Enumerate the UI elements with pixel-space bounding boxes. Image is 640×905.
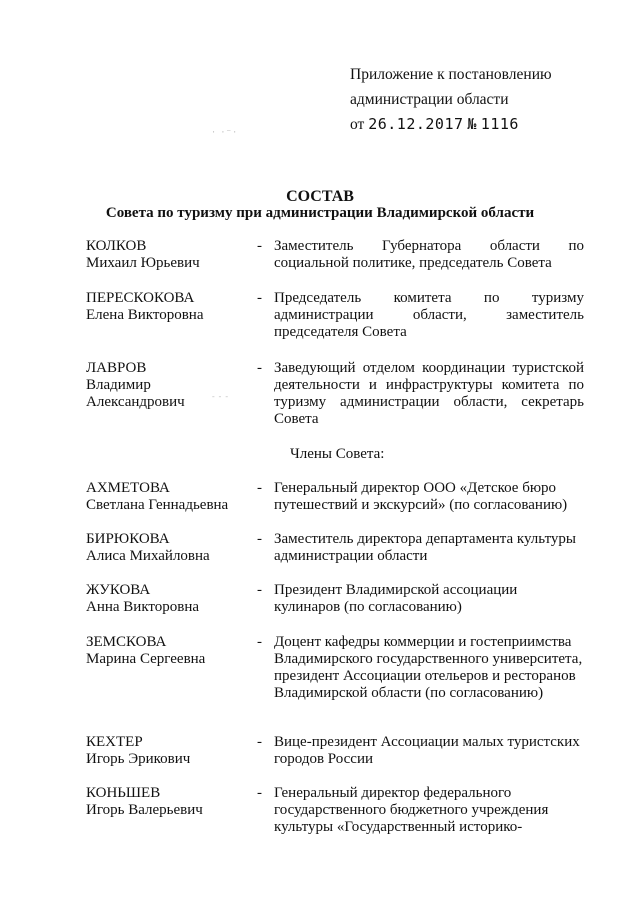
approval-header bbox=[350, 62, 552, 137]
member-given-name: Михаил Юрьевич bbox=[86, 255, 200, 271]
document-subtitle: Совета по туризму при администрации Владимирской области bbox=[105, 205, 535, 221]
dash-separator: - bbox=[257, 290, 262, 306]
member-position: Заведующий отделом координации туристской деятельности и инфраструктуры комитета по туризму администрации области, секретарь Совета bbox=[274, 360, 584, 427]
number-sign: № bbox=[467, 115, 477, 133]
member-surname: БИРЮКОВА bbox=[86, 531, 170, 547]
member-given-name: Алиса Михайловна bbox=[86, 548, 210, 564]
number-value: 1116 bbox=[480, 115, 519, 133]
member-position: Заместитель Губернатора области по социальной политике, председатель Совета bbox=[274, 238, 584, 271]
member-name bbox=[86, 238, 258, 272]
member-given-name: Игорь Эрикович bbox=[86, 751, 191, 767]
member-name bbox=[86, 360, 258, 411]
member-given-name: Марина Сергеевна bbox=[86, 651, 206, 667]
member-position: Генеральный директор федерального государственного бюджетного учреждения культуры «Государственный историко- bbox=[274, 785, 549, 835]
member-surname: ПЕРЕСКОКОВА bbox=[86, 290, 195, 306]
header-date-line bbox=[350, 112, 552, 137]
member-surname: ЛАВРОВ bbox=[86, 360, 147, 376]
members-heading: Члены Совета: bbox=[290, 446, 385, 462]
member-given-name: Владимир bbox=[86, 377, 151, 393]
date-value: 26.12.2017 bbox=[368, 115, 464, 133]
member-given-name: Светлана Геннадьевна bbox=[86, 497, 229, 513]
date-prefix: от bbox=[350, 116, 365, 133]
dash-separator: - bbox=[257, 531, 262, 547]
member-given-name: Игорь Валерьевич bbox=[86, 802, 203, 818]
dash-separator: - bbox=[257, 582, 262, 598]
dash-separator: - bbox=[257, 634, 262, 650]
scan-speck: - - - bbox=[212, 392, 229, 401]
document-title: СОСТАВ bbox=[286, 188, 354, 205]
member-name bbox=[86, 480, 258, 514]
member-surname: ЖУКОВА bbox=[86, 582, 151, 598]
member-position: Президент Владимирской ассоциации кулинаров (по согласованию) bbox=[274, 582, 518, 615]
member-given-name: Александрович bbox=[86, 394, 185, 410]
member-surname: ЗЕМСКОВА bbox=[86, 634, 167, 650]
member-surname: КЕХТЕР bbox=[86, 734, 143, 750]
member-surname: АХМЕТОВА bbox=[86, 480, 170, 496]
header-line-1: Приложение к постановлению bbox=[350, 66, 552, 83]
dash-separator: - bbox=[257, 360, 262, 376]
scan-speck: ⋅ ⋅⁻⋅ bbox=[212, 127, 239, 137]
member-given-name: Елена Викторовна bbox=[86, 307, 204, 323]
member-position: Председатель комитета по туризму администрации области, заместитель председателя Совета bbox=[274, 290, 584, 340]
dash-separator: - bbox=[257, 785, 262, 801]
member-name bbox=[86, 531, 258, 565]
dash-separator: - bbox=[257, 238, 262, 254]
member-name bbox=[86, 785, 258, 819]
member-name bbox=[86, 582, 258, 616]
member-surname: КОНЬШЕВ bbox=[86, 785, 161, 801]
header-line-2: администрации области bbox=[350, 91, 509, 108]
member-position: Заместитель директора департамента культуры администрации области bbox=[274, 531, 576, 564]
dash-separator: - bbox=[257, 734, 262, 750]
member-name bbox=[86, 290, 258, 324]
member-position: Генеральный директор ООО «Детское бюро путешествий и экскурсий» (по согласованию) bbox=[274, 480, 568, 513]
member-surname: КОЛКОВ bbox=[86, 238, 147, 254]
member-name bbox=[86, 734, 258, 768]
dash-separator: - bbox=[257, 480, 262, 496]
member-position: Вице-президент Ассоциации малых туристских городов России bbox=[274, 734, 580, 767]
member-given-name: Анна Викторовна bbox=[86, 599, 200, 615]
member-position: Доцент кафедры коммерции и гостеприимства Владимирского государственного университета, президент Ассоциации отельеров и ресторанов Владимирской области (по согласованию) bbox=[274, 634, 583, 701]
member-name bbox=[86, 634, 258, 668]
